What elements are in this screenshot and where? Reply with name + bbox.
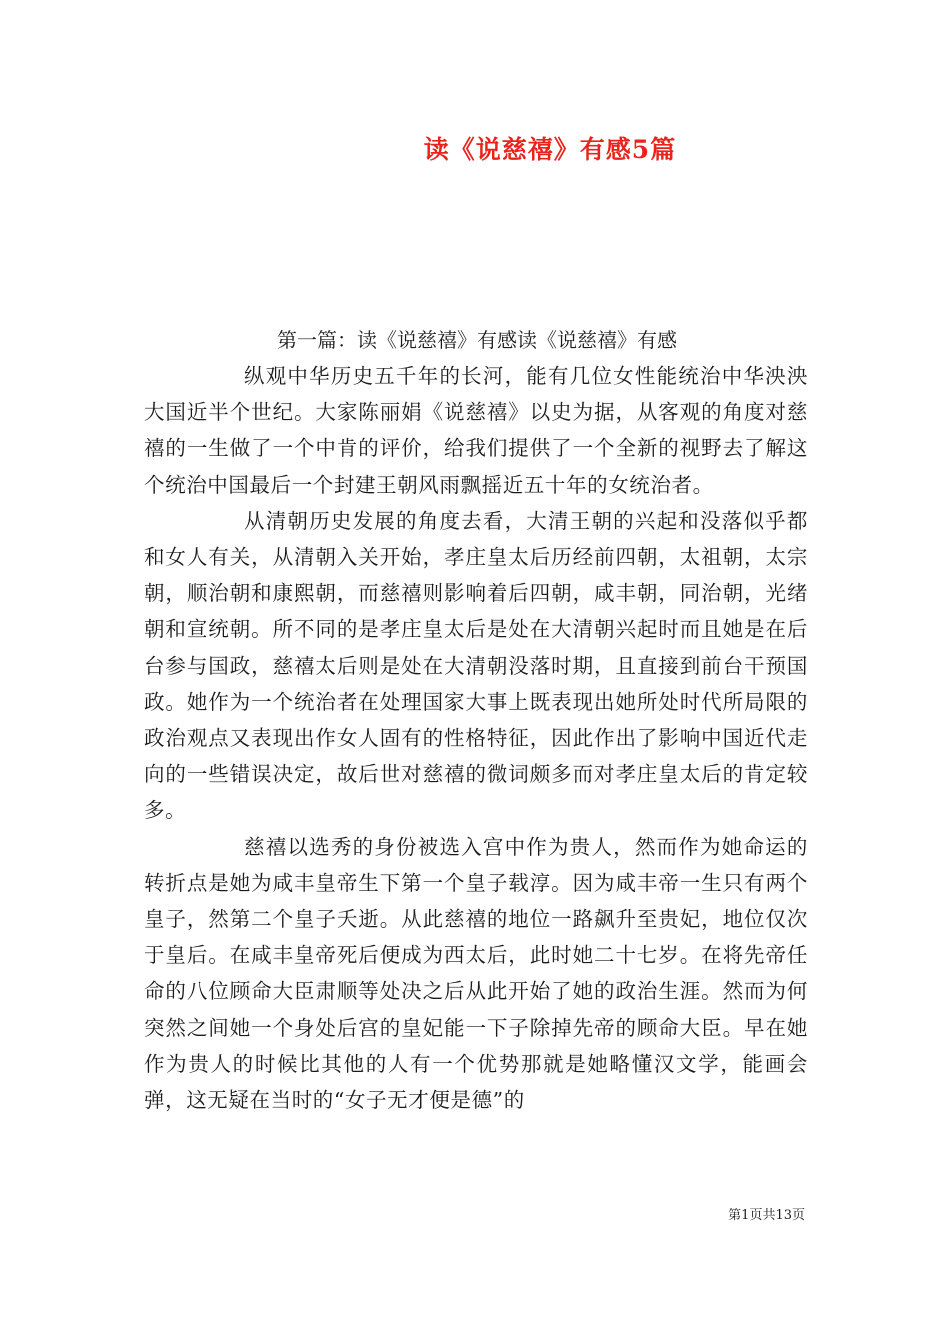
page-number-footer: 第1页共13页: [728, 1208, 805, 1223]
section-heading: 第一篇：读《说慈禧》有感读《说慈禧》有感: [277, 328, 677, 352]
paragraph-2: 从清朝历史发展的角度去看，大清王朝的兴起和没落似乎都和女人有关，从清朝入关开始，孝庄皇太后历经前四朝，太祖朝，太宗朝，顺治朝和康熙朝，而慈禧则影响着后四朝，咸丰朝，同治朝，光绪朝和宣统朝。所不同的是孝庄皇太后是处在大清朝兴起时而且她是在后台参与国政，慈禧太后则是处在大清朝没落时期，且直接到前台干预国政。她作为一个统治者在处理国家大事上既表现出她所处时代所局限的政治观点又表现出作女人固有的性格特征，因此作出了影响中国近代走向的一些错误决定，故后世对慈禧的微词颇多而对孝庄皇太后的肯定较多。: [144, 508, 808, 823]
paragraph-1: 纵观中华历史五千年的长河，能有几位女性能统治中华泱泱大国近半个世纪。大家陈丽娟《说慈禧》以史为据，从客观的角度对慈禧的一生做了一个中肯的评价，给我们提供了一个全新的视野去了解这个统治中国最后一个封建王朝风雨飘摇近五十年的女统治者。: [144, 364, 808, 497]
paragraph-3: 慈禧以选秀的身份被选入宫中作为贵人，然而作为她命运的转折点是她为咸丰皇帝生下第一个皇子载淳。因为咸丰帝一生只有两个皇子，然第二个皇子夭逝。从此慈禧的地位一路飙升至贵妃，地位仅次于皇后。在咸丰皇帝死后便成为西太后，此时她二十七岁。在将先帝任命的八位顾命大臣肃顺等处决之后从此开始了她的政治生涯。然而为何突然之间她一个身处后宫的皇妃能一下子除掉先帝的顾命大臣。早在她作为贵人的时候比其他的人有一个优势那就是她略懂汉文学，能画会弹，这无疑在当时的“女子无才便是德”的: [144, 834, 808, 1113]
article-body: [144, 322, 808, 1118]
document-title: 读《说慈禧》有感5篇: [423, 135, 677, 164]
